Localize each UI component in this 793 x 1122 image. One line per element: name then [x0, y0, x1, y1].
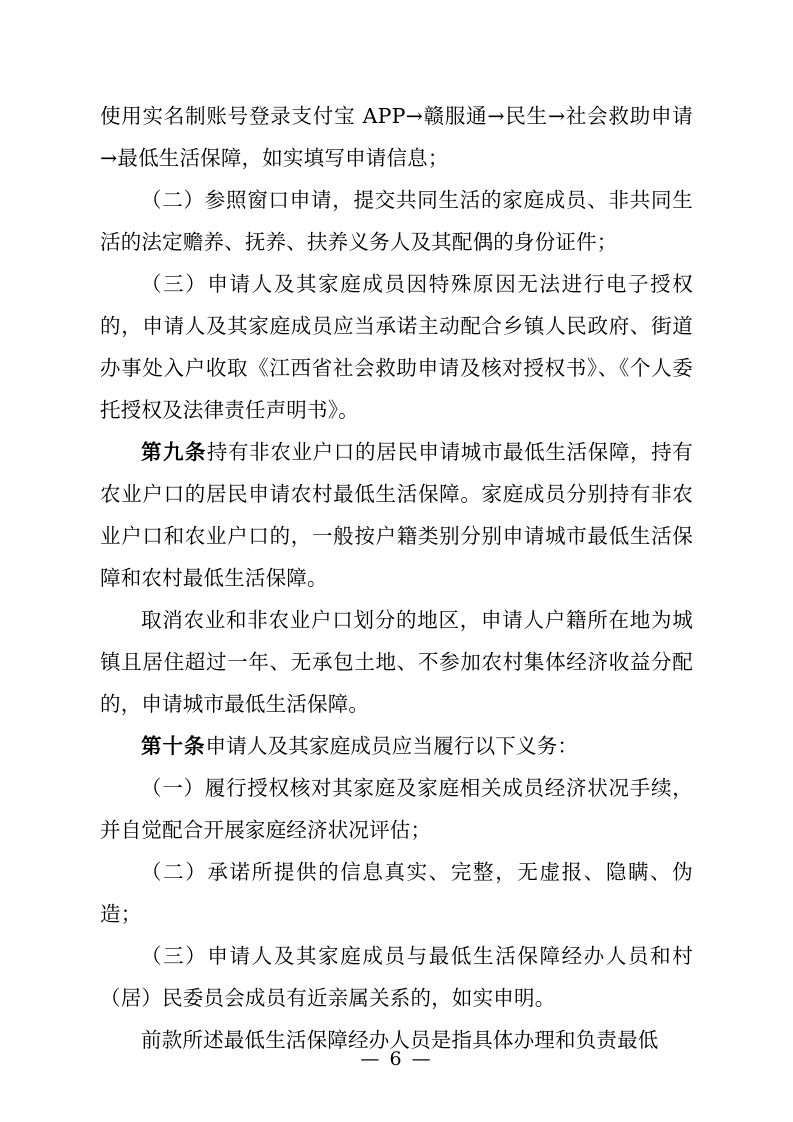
paragraph: （二）参照窗口申请，提交共同生活的家庭成员、非共同生活的法定赡养、抚养、扶养义务人及其配偶的身份证件；	[100, 188, 693, 254]
article-label: 第十条	[141, 734, 206, 758]
paragraph-article-nine	[100, 431, 693, 599]
paragraph: （三）申请人及其家庭成员因特殊原因无法进行电子授权的，申请人及其家庭成员应当承诺主动配合乡镇人民政府、街道办事处入户收取《江西省社会救助申请及核对授权书》、《个人委托授权及法律责任声明书》。	[100, 272, 693, 422]
paragraph-article-ten	[100, 725, 693, 767]
page-number: — 6 —	[360, 1048, 433, 1070]
paragraph-text: 持有非农业户口的居民申请城市最低生活保障，持有农业户口的居民申请农村最低生活保障。家庭成员分别持有非农业户口和农业户口的，一般按户籍类别分别申请城市最低生活保障和农村最低生活保障。	[100, 440, 693, 590]
paragraph-text: 申请人及其家庭成员应当履行以下义务：	[205, 734, 579, 758]
paragraph: 前款所述最低生活保障经办人员是指具体办理和负责最低	[141, 1028, 659, 1052]
article-label: 第九条	[141, 440, 207, 464]
paragraph: 取消农业和非农业户口划分的地区，申请人户籍所在地为城镇且居住超过一年、无承包土地、不参加农村集体经济收益分配的，申请城市最低生活保障。	[100, 608, 693, 716]
paragraph: （一）履行授权核对其家庭及家庭相关成员经济状况手续，并自觉配合开展家庭经济状况评估；	[100, 776, 693, 842]
document-body	[100, 95, 693, 1061]
paragraph: （三）申请人及其家庭成员与最低生活保障经办人员和村（居）民委员会成员有近亲属关系的，如实申明。	[100, 944, 693, 1010]
paragraph: （二）承诺所提供的信息真实、完整，无虚报、隐瞒、伪造；	[100, 860, 693, 926]
paragraph: 使用实名制账号登录支付宝 APP→赣服通→民生→社会救助申请→最低生活保障，如实填写申请信息；	[100, 104, 693, 170]
